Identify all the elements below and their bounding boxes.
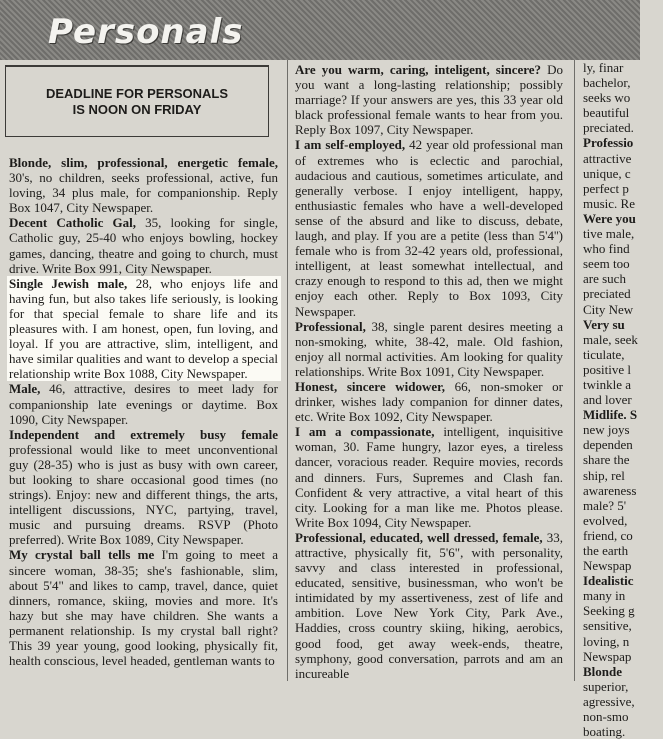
column-3-line: friend, co [583, 527, 633, 543]
column-3-line: evolved, [583, 512, 628, 528]
column-3-line: unique, c [583, 165, 631, 181]
personal-ad [295, 62, 563, 137]
ad-headline: Professional, [295, 318, 366, 334]
personal-ad [295, 137, 563, 318]
column-3-line: preciated. [583, 120, 634, 136]
personal-ad [9, 427, 278, 548]
ad-body: 33, attractive, physically fit, 5'6", with personality, savvy and class interested in professional, educated, sensitive, businessman, who won't be intimidated by my assertiveness, zest of life and ambition. Love New York City, Park Ave., Haddies, cross country skiing, hiking, aerobics, good food, get away week-ends, theatre, symphony, good conversation, parrots and am an incureable [295, 529, 564, 681]
personal-ad [295, 530, 563, 681]
column-3-line: attractive [583, 150, 632, 166]
column-rule [574, 60, 575, 681]
column-3-line: positive l [583, 361, 632, 377]
column-3-line: Were you [583, 210, 636, 226]
ad-headline: Professional, educated, well dressed, female, [295, 529, 543, 545]
column-3-line: the earth [583, 543, 629, 558]
personal-ad [295, 319, 563, 379]
column-3-line: preciated [583, 286, 631, 302]
deadline-line-1: DEADLINE FOR PERSONALS [45, 85, 228, 101]
ad-headline: Single Jewish male, [9, 275, 128, 291]
ad-body: Do you want a long-lasting relationship; possibly marriage? If your answers are yes, this 33 year old black professional female wants to hear from you. Reply Box 1097, City Newspaper. [295, 62, 563, 138]
column-3-line: ly, finar [583, 60, 624, 75]
column-3-line: new joys [583, 422, 630, 438]
column-3-line: ticulate, [583, 346, 625, 362]
personal-ad [9, 215, 278, 275]
column-3-line: agressive, [583, 693, 635, 709]
ad-headline: Male, [9, 381, 41, 397]
ad-body: intelligent, inquisitive woman, 30. Fame hungry, lazor eyes, a tireless dancer, voracious reader. Require movies, records and dinners. Furs, Supremes and Clash fan. Confident & very attractive, a vital heart of this city. Looking for a man like me. Photos please. Write Box 1094, City Newspaper. [295, 424, 563, 530]
column-rule [287, 60, 288, 681]
deadline-line-2: IS NOON ON FRIDAY [72, 101, 202, 117]
column-3-line: tive male, [583, 226, 635, 242]
column-3-line: non-smo [583, 709, 629, 725]
ad-headline: Blonde, slim, professional, energetic female, [9, 155, 278, 170]
personal-ad [9, 155, 278, 215]
column-3-line: Blonde [583, 663, 623, 679]
ad-headline: Honest, sincere widower, [295, 378, 445, 394]
column-3-line: seem too [583, 256, 630, 272]
column-3-line: ship, rel [583, 467, 625, 483]
ad-headline: Decent Catholic Gal, [9, 215, 136, 231]
column-3-line: Newspap [583, 558, 632, 574]
column-3-line: Midlife. S [583, 407, 638, 423]
ad-headline: I am self-employed, [295, 137, 406, 153]
column-3-line: male, seek [583, 331, 638, 347]
column-3-line: loving, n [583, 633, 630, 649]
ad-body: professional would like to meet unconventional guy (28-35) who is just as busy with own career, but looking to share occasional good times (no strings). Enjoy: new and different things, the arts, intelligent discussions, NYC, partying, travel, music and pursuing dreams. RSVP (Photo preferred). Write Box 1089, City Newspaper. [9, 441, 278, 548]
ad-headline: Independent and extremely busy female [9, 426, 278, 442]
personal-ad [295, 379, 563, 424]
highlighted-personal-ad [7, 276, 281, 382]
column-3-line: male? 5' [583, 497, 627, 513]
ad-headline: I am a compassionate, [295, 424, 435, 440]
ad-body: 46, attractive, desires to meet lady for companionship late evenings or daytime. Box 1090, City Newspaper. [9, 381, 278, 427]
ad-body: 35, looking for single, Catholic guy, 25-40 who enjoys bowling, hockey games, dancing, theatre and going to church, must drive. Write Box 991, City Newspaper. [9, 215, 278, 276]
ad-body: I'm going to meet a sincere woman, 38-35; she's fashionable, slim, about 5'4" and likes to camp, travel, dance, quiet dinners, romance, skiing, movies and more. It's hazy but she may have children. She wants a permanent relationship. Is my crystal ball right? This 39 year young, good looking, physically fit, health conscious, level headed, gentleman wants to [9, 547, 278, 669]
column-3-line: awareness [583, 482, 637, 498]
column-3-line: Newspap [583, 648, 632, 664]
section-title: Personals [48, 12, 244, 52]
column-3-line: Seeking g [583, 603, 635, 619]
column-3-line: superior, [583, 678, 629, 694]
column-3-line: are such [583, 271, 626, 287]
ad-body: 66, non-smoker or drinker, wishes lady companion for dinner dates, etc. Write Box 1092, City Newspaper. [295, 378, 563, 425]
column-3-line: Professio [583, 135, 634, 151]
column-3-line: twinkle a [583, 376, 632, 392]
column-3-line: boating. [583, 724, 626, 739]
column-3-line: sensitive, [583, 618, 632, 634]
column-3-line: dependen [583, 437, 633, 453]
column-3-line: perfect p [583, 180, 629, 196]
ad-body: 30's, no children, seeks professional, active, fun loving, 34 plus male, for companionship. Reply Box 1047, City Newspaper. [9, 170, 278, 216]
ad-body: 42 year old professional man of extremes who is eclectic and parochial, audacious and cautious, sometimes articulate, and generally verbose. I enjoy intelligent, happy, enthusiastic females who have a well-developed sense of the absurd and like to discuss, debate, laugh, and play. If you are a petite (less than 5'4'') female who is from 32-42 years old, professional, intelligent, at least somewhat intellectual, and crazy enough to respond to this ad, then we might enjoy each other. Reply to Box 1093, City Newspaper. [295, 137, 563, 319]
ad-headline: My crystal ball tells me [9, 547, 155, 563]
column-3-line: City New [583, 301, 634, 317]
personal-ad [9, 547, 278, 668]
column-3-line: Idealistic [583, 573, 634, 589]
column-3-line: music. Re [583, 195, 635, 211]
section-banner [0, 0, 640, 60]
column-3-line: Very su [583, 316, 625, 332]
column-3-line: and lover [583, 392, 632, 408]
column-1 [9, 60, 278, 681]
personal-ad [295, 424, 563, 530]
ad-headline: Are you warm, caring, inteligent, sincere? [295, 62, 542, 77]
personal-ad [9, 381, 278, 426]
column-3-line: many in [583, 588, 626, 604]
column-2 [295, 60, 563, 681]
column-3-line: bachelor, [583, 75, 631, 91]
ad-body: 28, who enjoys life and having fun, but also takes life seriously, is looking for that special female to share life and its pleasures with. I am honest, open, fun loving, and loyal. If you are attractive, slim, intelligent, and have similar qualities and want to develop a special relationship write Box 1088, City Newspaper. [9, 275, 278, 382]
column-3-line: who find [583, 241, 630, 257]
ad-body: 38, single parent desires meeting a non-smoking, white, 38-42, male. Old fashion, enjoy all normal activities. Am looking for quality relationships. Write Box 1091, City Newspaper. [295, 318, 563, 379]
deadline-box [5, 65, 269, 137]
column-3-line: share the [583, 452, 630, 468]
column-3-cropped [583, 60, 663, 739]
column-3-line: beautiful [583, 105, 630, 121]
column-3-line: seeks wo [583, 90, 631, 106]
